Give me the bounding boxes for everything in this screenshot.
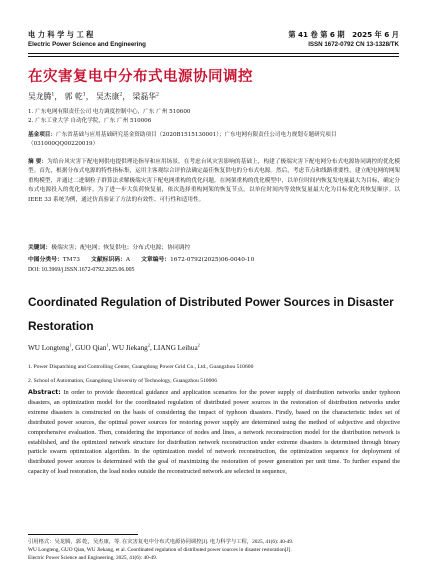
affiliations-cn [28, 108, 190, 126]
author: 梁磊华 [132, 92, 157, 101]
abstract-cn [28, 158, 400, 205]
author: WU Jiekang [112, 344, 148, 352]
classification-line [28, 254, 254, 263]
doi: DOI: 10.3969/j.ISSN.1672-0792.2025.06.005 [28, 267, 135, 273]
author: 郭 乾 [64, 92, 83, 101]
journal-issue-info [288, 30, 399, 50]
article-no-value: 1672-0792(2025)06-0040-10 [170, 257, 255, 263]
header-rule-thin [28, 56, 399, 57]
journal-name-en: Electric Power Science and Engineering [28, 41, 146, 48]
funding [28, 131, 400, 148]
authors-cn: 吴龙腾$^1$， 郭 乾$^1$， 吴杰康$^2$， 梁磊华$^2$ [28, 92, 160, 101]
keywords-label: 关键词： [28, 245, 52, 251]
clc-value: TM73 [62, 257, 80, 263]
abstract-cn-label: 摘 要： [28, 159, 48, 165]
issn: ISSN 1672-0792 CN 13-1328/TK [308, 41, 399, 48]
author-sup: 1 [106, 342, 109, 348]
abstract-en-label: Abstract: [28, 389, 61, 396]
affiliation: 1. 广东电网有限责任公司 电力调度控制中心，广东 广州 510600 [28, 109, 191, 115]
clc-label: 中图分类号： [28, 257, 63, 263]
keywords-cn [28, 242, 190, 251]
citation-cn: 引用格式：吴龙腾，郭 乾，吴杰康，等. 在灾害复电中分布式电源协同调控[J]. 电力科学与工程，2025, 41(6): 40-49. [28, 539, 294, 545]
author-sup: 1 [51, 92, 55, 98]
author: LIANG Leihua [153, 344, 198, 352]
author-sup: 2 [147, 342, 150, 348]
author-sup: 2 [156, 92, 160, 98]
funding-label: 基金项目： [28, 132, 56, 138]
author: 吴龙腾 [28, 92, 52, 101]
doc-code-label: 文献标识码： [91, 257, 126, 263]
author: 吴杰康 [96, 92, 120, 101]
abstract-cn-text: 为给台风灾害下配电网供电提供理论指导和应用场景，在考虑台风灾害影响的基础上，构建了极端灾害下配电网分布式电源协同调控的优化模型。首先，根据分布式电源的特性指标集，运用主客观综合评价法确定最佳恢复供电的分布式电源。然后，考虑节点和线路重要性，建立配电网的网架重构模型，并通过二进制粒子群算法求解极端灾害下配电网重构的优化问题。在网架重构的优化模型中，以单位时间内恢复发电量最大为目标，确定分布式电源投入的优化顺序。为了进一步大负荷恢复量，依次选择重构网架的恢复节点，以单位时间内等效恢复量最大化为目标优化其恢复顺序。以 IEEE 33 系统为例，通过仿真验证了方法的有效性、可行性和适用性。 [28, 159, 400, 203]
volume-date [288, 30, 399, 40]
affiliations-en [28, 360, 400, 388]
authors-en: WU Longteng$^1$, GUO Qian$^1$, WU Jiekang$^2$, LIANG Leihua$^2$ [28, 342, 200, 352]
funding-text: 广东省基础与应用基础研究基金资助项目（2020B1515130001）；广东电网有限责任公司电力规划专题研究项目（031000QQ00220019） [28, 132, 337, 147]
abstract-en-text: In order to provide theoretical guidance and application scenarios for the power supply of distribution networks under typhoon disasters, an optimization model for the coordinated regulation of distributed power sources in the restoration of distribution networks under extreme disasters is constructed on the basis of considering the impact of typhoon disasters. Firstly, based on the characteristic index set of distributed power sources, the optimal power sources for restoring power supply are determined using the method of subjective and objective comprehensive evaluation. Then, considering the importance of nodes and lines, a network reconstruction model for the distribution network is established, and the optimized network structure for distribution network reconstruction under extreme disasters is determined through binary particle swarm optimization algorithm. In the optimization model of network reconstruction, the optimization sequence for deployment of distributed power sources is determined with the goal of maximizing the restoration of power generation per unit time. To further expand the capacity of load restoration, the load nodes outside the reconstructed network are selected in sequence, [28, 389, 400, 476]
affiliation: 2. School of Automation, Guangdong University of Technology, Guangzhou 510006 [28, 378, 217, 384]
doc-code-value: A [125, 257, 131, 263]
citation-en-line2: Electric Power Science and Engineering, 2025, 41(6): 40-49. [28, 554, 158, 561]
title-en: Coordinated Regulation of Distributed Power Sources in Disaster Restoration [28, 295, 394, 333]
author-sup: 1 [69, 342, 72, 348]
footnote-rule [28, 534, 138, 535]
affiliation: 2. 广东工业大学 自动化学院，广东 广州 510006 [28, 118, 152, 124]
article-no-label: 文章编号： [141, 257, 171, 263]
title-cn: 在灾害复电中分布式电源协同调控 [28, 69, 253, 85]
author: GUO Qian [75, 344, 107, 352]
issue-date: 2025 年 6 月 [352, 30, 399, 39]
volume-issue: 第 41 卷 第 6 期 [288, 30, 345, 39]
author-sup: 1 [82, 92, 86, 98]
author-sup: 2 [119, 92, 123, 98]
abstract-en [28, 388, 400, 477]
journal-name [28, 30, 146, 50]
citation-format [28, 539, 400, 562]
citation-en-line1: WU Longteng, GUO Qian, WU Jiekang, et al. Coordinated regulation of distributed power sources in disaster restoration[J]. [28, 546, 292, 553]
keywords-text: 极端灾害；配电网；恢复供电；分布式电源；协同调控 [51, 245, 191, 251]
header-rule [28, 53, 399, 54]
journal-header [28, 30, 399, 56]
affiliation: 1. Power Dispatching and Controlling Center, Guangdong Power Grid Co., Ltd., Guangzhou 510600 [28, 364, 254, 370]
journal-name-cn: 电 力 科 学 与 工 程 [28, 30, 94, 39]
author-sup: 2 [197, 342, 200, 348]
author: WU Longteng [28, 344, 70, 352]
